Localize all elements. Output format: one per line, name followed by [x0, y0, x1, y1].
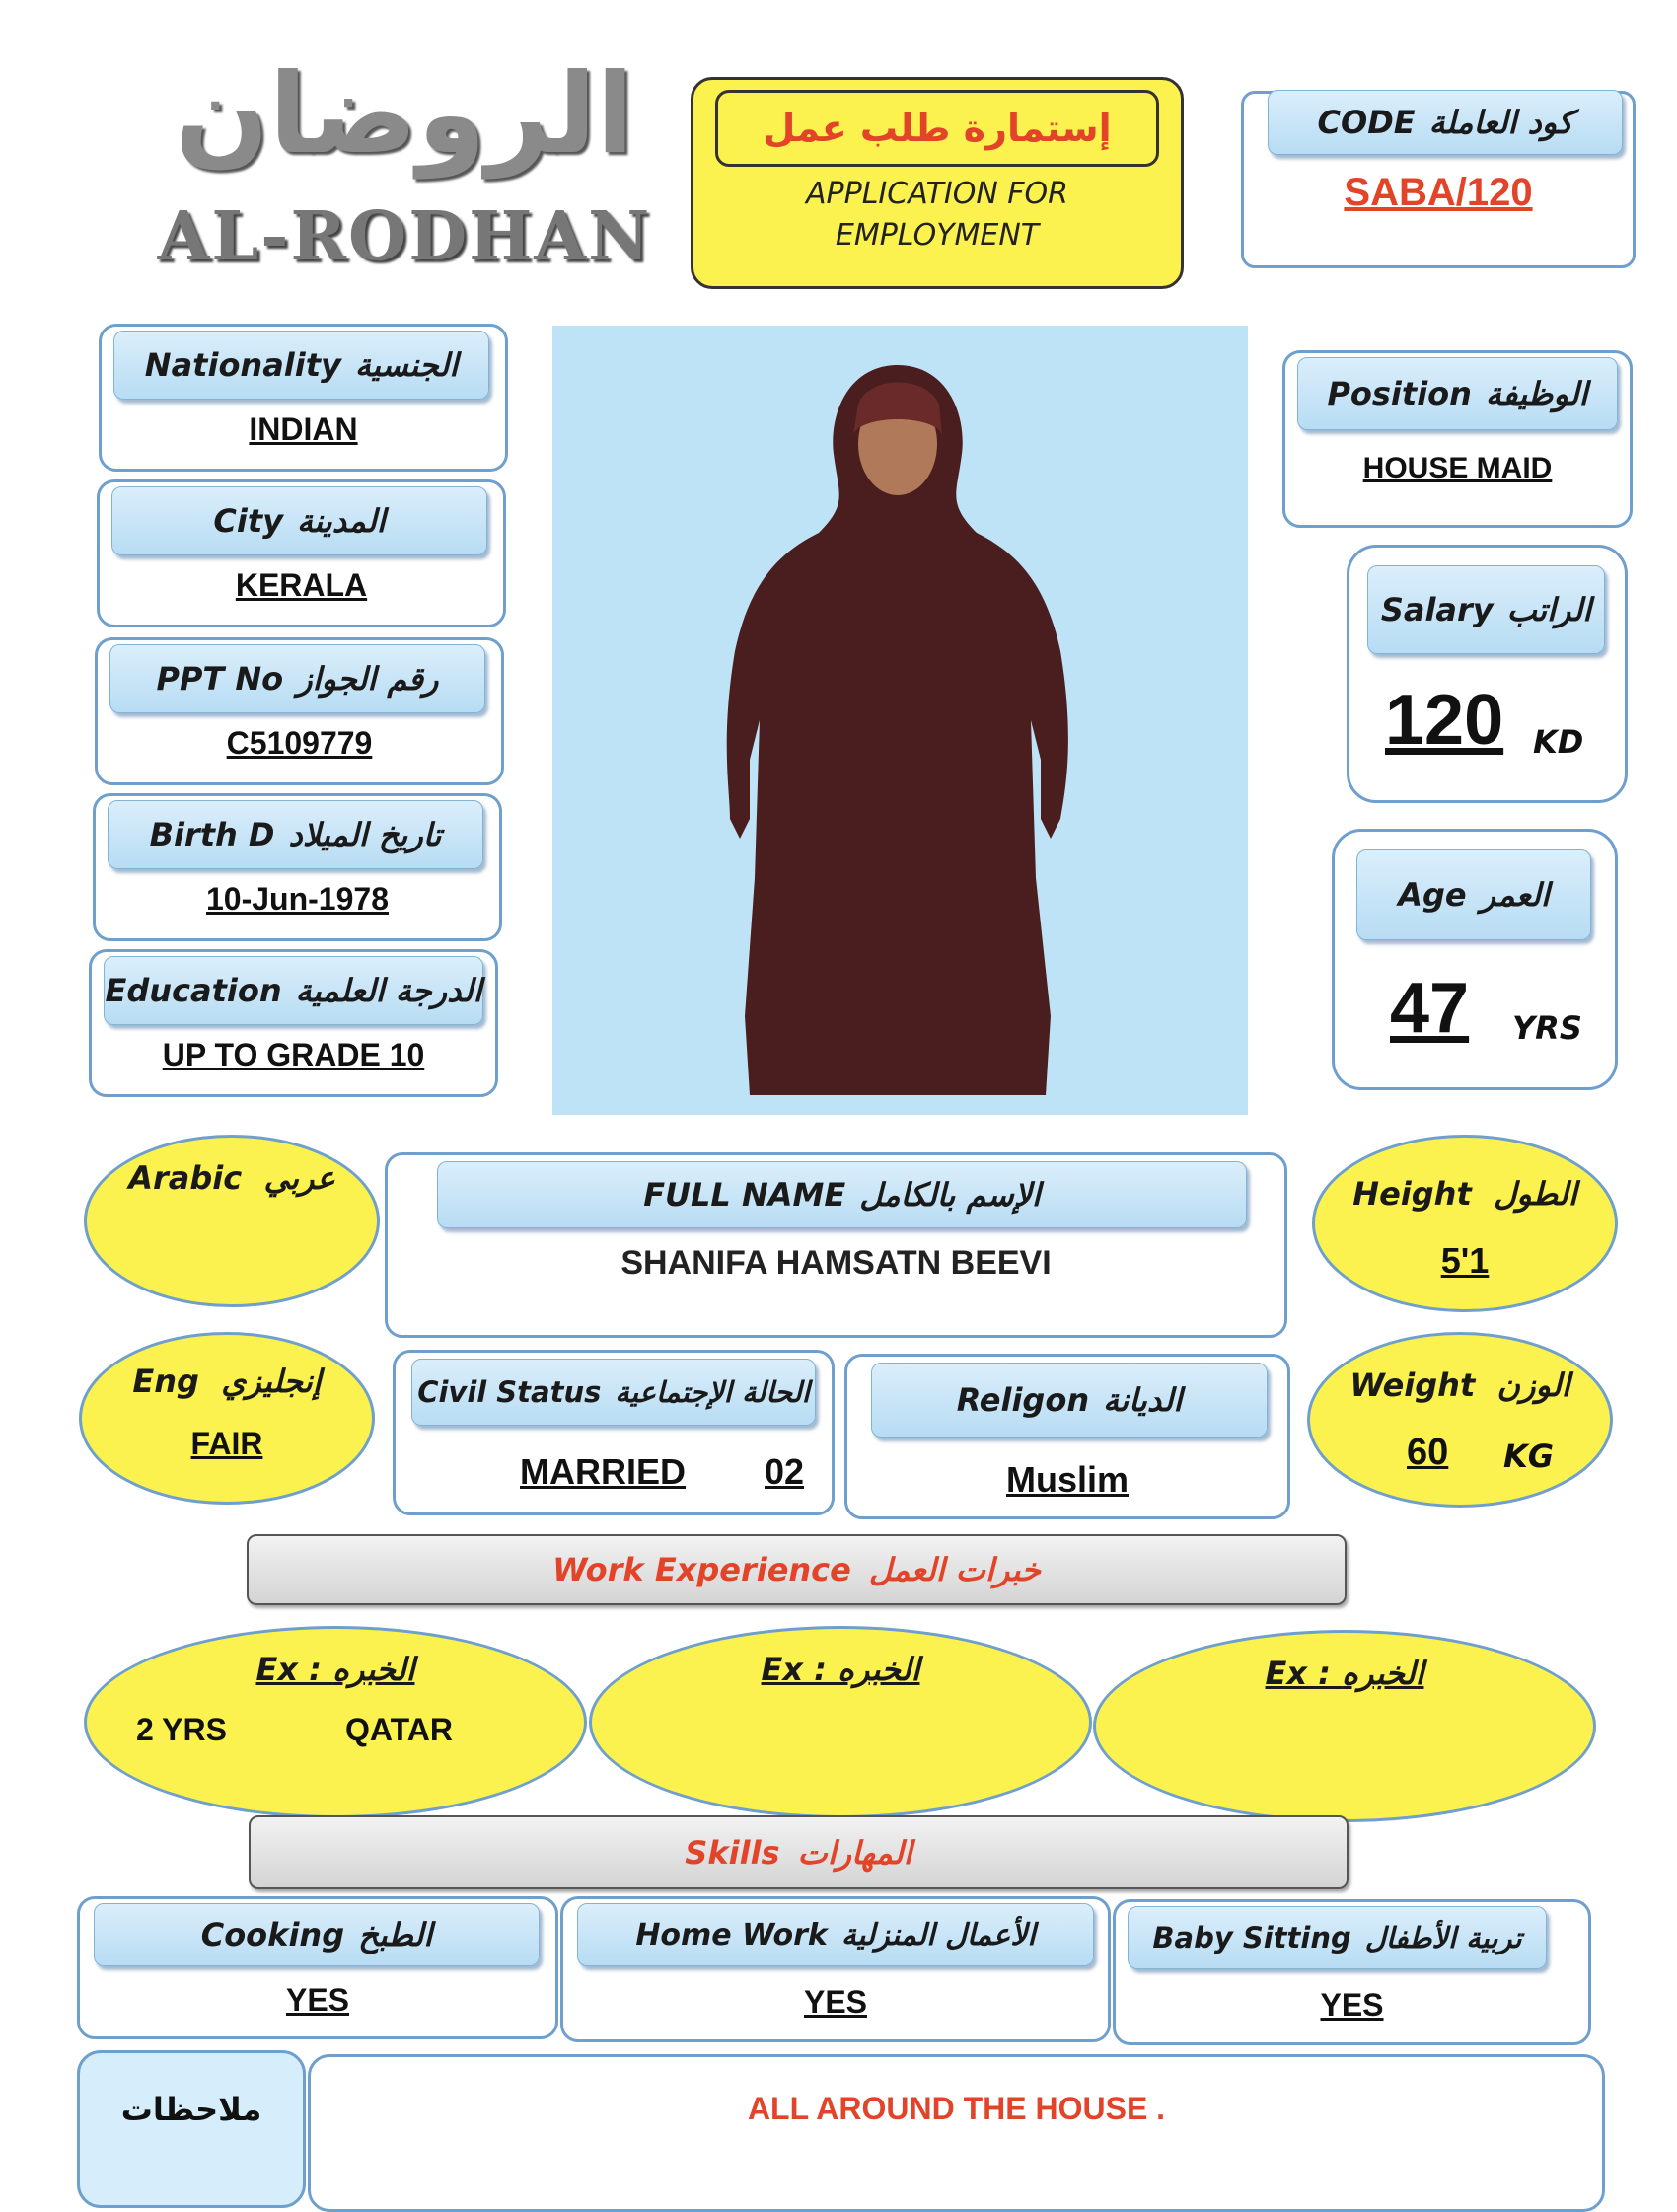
form-title-line1: APPLICATION FOR: [805, 177, 1069, 211]
work-experience-header: Work Experience خبرات العمل: [247, 1534, 1347, 1605]
height-label: Height الطول: [1352, 1175, 1577, 1213]
logo-latin: AL-RODHAN: [157, 197, 652, 276]
english-language-label: Eng إنجليزي: [132, 1363, 322, 1400]
religion-card: [844, 1354, 1290, 1519]
education-card: [89, 949, 498, 1097]
height-oval: [1312, 1135, 1618, 1312]
full-name-label: FULL NAME الإسم بالكامل: [437, 1161, 1247, 1228]
religion-label: Religon الديانة: [871, 1363, 1268, 1438]
remarks-card: [308, 2054, 1605, 2212]
arabic-language-label: Arabic عربي: [128, 1159, 335, 1197]
weight-oval: [1307, 1332, 1613, 1508]
english-language-oval: [79, 1332, 375, 1505]
birth-date-label: Birth D تاريخ الميلاد: [108, 800, 483, 869]
remarks-label: ملاحظات: [120, 2091, 262, 2128]
form-title-arabic: إستمارة طلب عمل: [715, 90, 1159, 167]
experience-label: Ex : الخبره: [255, 1651, 415, 1688]
remarks-label-card: [77, 2050, 306, 2208]
skill-homework-value: YES: [803, 1984, 868, 2020]
age-card: [1332, 829, 1618, 1090]
civil-status-value: MARRIED: [520, 1451, 686, 1492]
applicant-photo: [552, 326, 1248, 1115]
experience-oval: [1093, 1630, 1596, 1822]
salary-card: [1347, 545, 1628, 803]
experience-oval: [589, 1626, 1092, 1818]
skills-header: Skills المهارات: [249, 1815, 1349, 1889]
religion-value: Muslim: [1005, 1459, 1129, 1500]
form-title-box: [691, 77, 1184, 289]
experience-oval: [84, 1626, 587, 1818]
full-name-card: [385, 1152, 1287, 1338]
salary-value: 120: [1385, 681, 1504, 760]
experience-years: 2 YRS: [136, 1712, 227, 1747]
weight-value: 60: [1407, 1432, 1449, 1473]
civil-status-card: [393, 1350, 835, 1515]
logo-arabic: الروضان: [175, 50, 634, 179]
salary-label: Salary الراتب: [1367, 565, 1605, 654]
city-value: KERALA: [235, 567, 368, 603]
passport-value: C5109779: [226, 725, 373, 761]
experience-label: Ex : الخبره: [1265, 1655, 1424, 1692]
position-value: HOUSE MAID: [1362, 452, 1553, 484]
position-card: [1282, 350, 1633, 528]
arabic-language-oval: [84, 1135, 380, 1307]
passport-label: PPT No رقم الجواز: [109, 644, 485, 713]
skill-cooking-value: YES: [285, 1982, 350, 2018]
salary-unit: KD: [1533, 723, 1584, 761]
skill-cooking-label: Cooking الطبخ: [94, 1903, 540, 1966]
height-value: 5'1: [1440, 1240, 1490, 1281]
skill-cooking-card: [77, 1896, 558, 2039]
age-value: 47: [1390, 969, 1470, 1048]
skill-babysitting-label: Baby Sitting تربية الأطفال: [1128, 1906, 1547, 1969]
skill-homework-label: Home Work الأعمال المنزلية: [577, 1903, 1094, 1966]
code-label: CODE كود العاملة: [1268, 90, 1623, 155]
civil-status-children: 02: [765, 1451, 805, 1492]
age-label: Age العمر: [1356, 849, 1591, 940]
education-value: UP TO GRADE 10: [162, 1037, 425, 1072]
city-label: City المدينة: [111, 486, 487, 555]
company-logo: [138, 50, 671, 281]
remarks-value: ALL AROUND THE HOUSE .: [747, 2091, 1166, 2126]
age-unit: YRS: [1512, 1009, 1582, 1047]
birth-date-value: 10-Jun-1978: [206, 881, 389, 917]
form-title-line2: EMPLOYMENT: [835, 218, 1040, 253]
code-card: [1241, 91, 1636, 268]
experience-country: QATAR: [345, 1712, 454, 1747]
skill-babysitting-card: [1113, 1899, 1591, 2045]
nationality-label: Nationality الجنسية: [113, 331, 489, 400]
skill-homework-card: [560, 1896, 1111, 2042]
nationality-value: INDIAN: [249, 411, 358, 447]
nationality-card: [99, 324, 508, 472]
civil-status-label: Civil Status الحالة الإجتماعية: [411, 1359, 816, 1426]
full-name-value: SHANIFA HAMSATN BEEVI: [620, 1244, 1052, 1282]
weight-unit: KG: [1503, 1438, 1555, 1475]
skill-babysitting-value: YES: [1320, 1987, 1384, 2023]
code-value: SABA/120: [1344, 171, 1533, 214]
weight-label: Weight الوزن: [1349, 1366, 1570, 1404]
position-label: Position الوظيفة: [1297, 357, 1618, 430]
city-card: [97, 479, 506, 627]
birth-date-card: [93, 793, 502, 941]
experience-label: Ex : الخبره: [761, 1651, 920, 1688]
english-language-value: FAIR: [190, 1426, 263, 1461]
passport-card: [95, 637, 504, 785]
education-label: Education الدرجة العلمية: [104, 956, 483, 1025]
person-silhouette-icon: [552, 326, 1248, 1115]
